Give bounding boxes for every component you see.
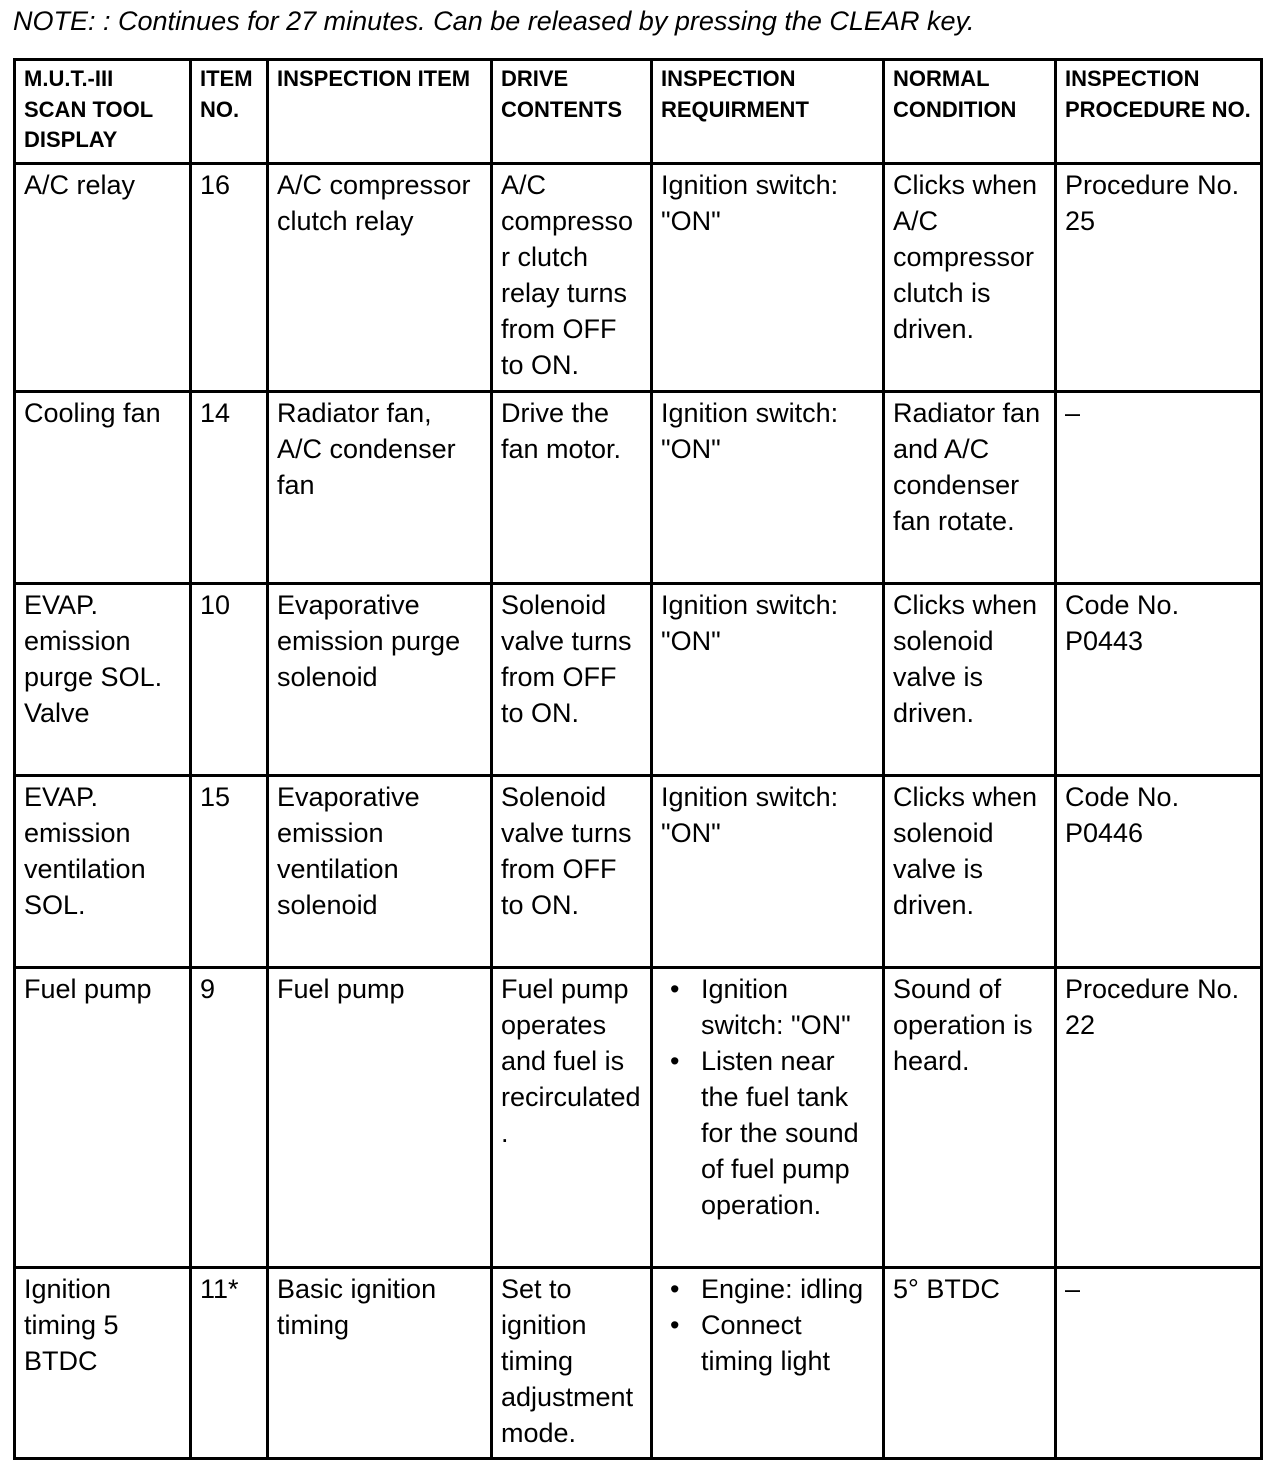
cell-drive-contents: Drive the fan motor. [492,392,652,584]
cell-procedure: – [1056,1268,1262,1459]
cell-display: Cooling fan [15,392,191,584]
cell-inspection-item: A/C compressor clutch relay [268,164,492,392]
cell-item-no: 15 [191,776,268,968]
cell-inspection-item: Radiator fan, A/C condenser fan [268,392,492,584]
requirement-list [661,1271,874,1379]
table-row [15,1268,1262,1459]
table-row [15,164,1262,392]
cell-display: Fuel pump [15,968,191,1268]
requirement-bullet: • Connect timing light [661,1307,874,1379]
cell-display: EVAP. emission purge SOL. Valve [15,584,191,776]
header-inspection-item: INSPECTION ITEM [268,60,492,164]
header-normal-condition: NORMAL CONDITION [884,60,1056,164]
cell-item-no: 10 [191,584,268,776]
cell-requirement [652,968,884,1268]
cell-normal-condition: Clicks when solenoid valve is driven. [884,584,1056,776]
cell-display: Ignition timing 5 BTDC [15,1268,191,1459]
requirement-bullet: • Ignition switch: "ON" [661,971,874,1043]
cell-procedure: Procedure No. 25 [1056,164,1262,392]
cell-drive-contents: A/C compressor clutch relay turns from OFF to ON. [492,164,652,392]
cell-item-no: 14 [191,392,268,584]
header-item-no: ITEM NO. [191,60,268,164]
cell-normal-condition: Sound of operation is heard. [884,968,1056,1268]
cell-drive-contents: Set to ignition timing adjustment mode. [492,1268,652,1459]
table-header-row [15,60,1262,164]
header-inspection-requirement: INSPECTION REQUIRMENT [652,60,884,164]
header-procedure-no: INSPECTION PROCEDURE NO. [1056,60,1262,164]
cell-item-no: 9 [191,968,268,1268]
cell-inspection-item: Fuel pump [268,968,492,1268]
cell-display: A/C relay [15,164,191,392]
cell-normal-condition: Radiator fan and A/C condenser fan rotate. [884,392,1056,584]
cell-drive-contents: Fuel pump operates and fuel is recirculated. [492,968,652,1268]
note-text: NOTE: : Continues for 27 minutes. Can be released by pressing the CLEAR key. [13,6,975,36]
header-display: M.U.T.-III SCAN TOOL DISPLAY [15,60,191,164]
cell-requirement [652,1268,884,1459]
cell-inspection-item: Evaporative emission ventilation solenoid [268,776,492,968]
cell-procedure: Procedure No. 22 [1056,968,1262,1268]
cell-item-no: 16 [191,164,268,392]
cell-drive-contents: Solenoid valve turns from OFF to ON. [492,776,652,968]
cell-procedure: – [1056,392,1262,584]
cell-procedure: Code No. P0446 [1056,776,1262,968]
cell-item-no: 11* [191,1268,268,1459]
requirement-bullet: • Listen near the fuel tank for the sound of fuel pump operation. [661,1043,874,1223]
requirement-list [661,971,874,1223]
table-row [15,392,1262,584]
table-row [15,584,1262,776]
header-drive-contents: DRIVE CONTENTS [492,60,652,164]
actuator-test-table [13,58,1263,1460]
requirement-bullet: • Engine: idling [661,1271,874,1307]
cell-display: EVAP. emission ventilation SOL. [15,776,191,968]
table-row [15,968,1262,1268]
cell-requirement: Ignition switch: "ON" [652,164,884,392]
cell-requirement: Ignition switch: "ON" [652,776,884,968]
cell-normal-condition: Clicks when A/C compressor clutch is driven. [884,164,1056,392]
cell-requirement: Ignition switch: "ON" [652,392,884,584]
cell-drive-contents: Solenoid valve turns from OFF to ON. [492,584,652,776]
cell-normal-condition: 5° BTDC [884,1268,1056,1459]
table-row [15,776,1262,968]
cell-inspection-item: Evaporative emission purge solenoid [268,584,492,776]
cell-normal-condition: Clicks when solenoid valve is driven. [884,776,1056,968]
cell-inspection-item: Basic ignition timing [268,1268,492,1459]
cell-procedure: Code No. P0443 [1056,584,1262,776]
cell-requirement: Ignition switch: "ON" [652,584,884,776]
